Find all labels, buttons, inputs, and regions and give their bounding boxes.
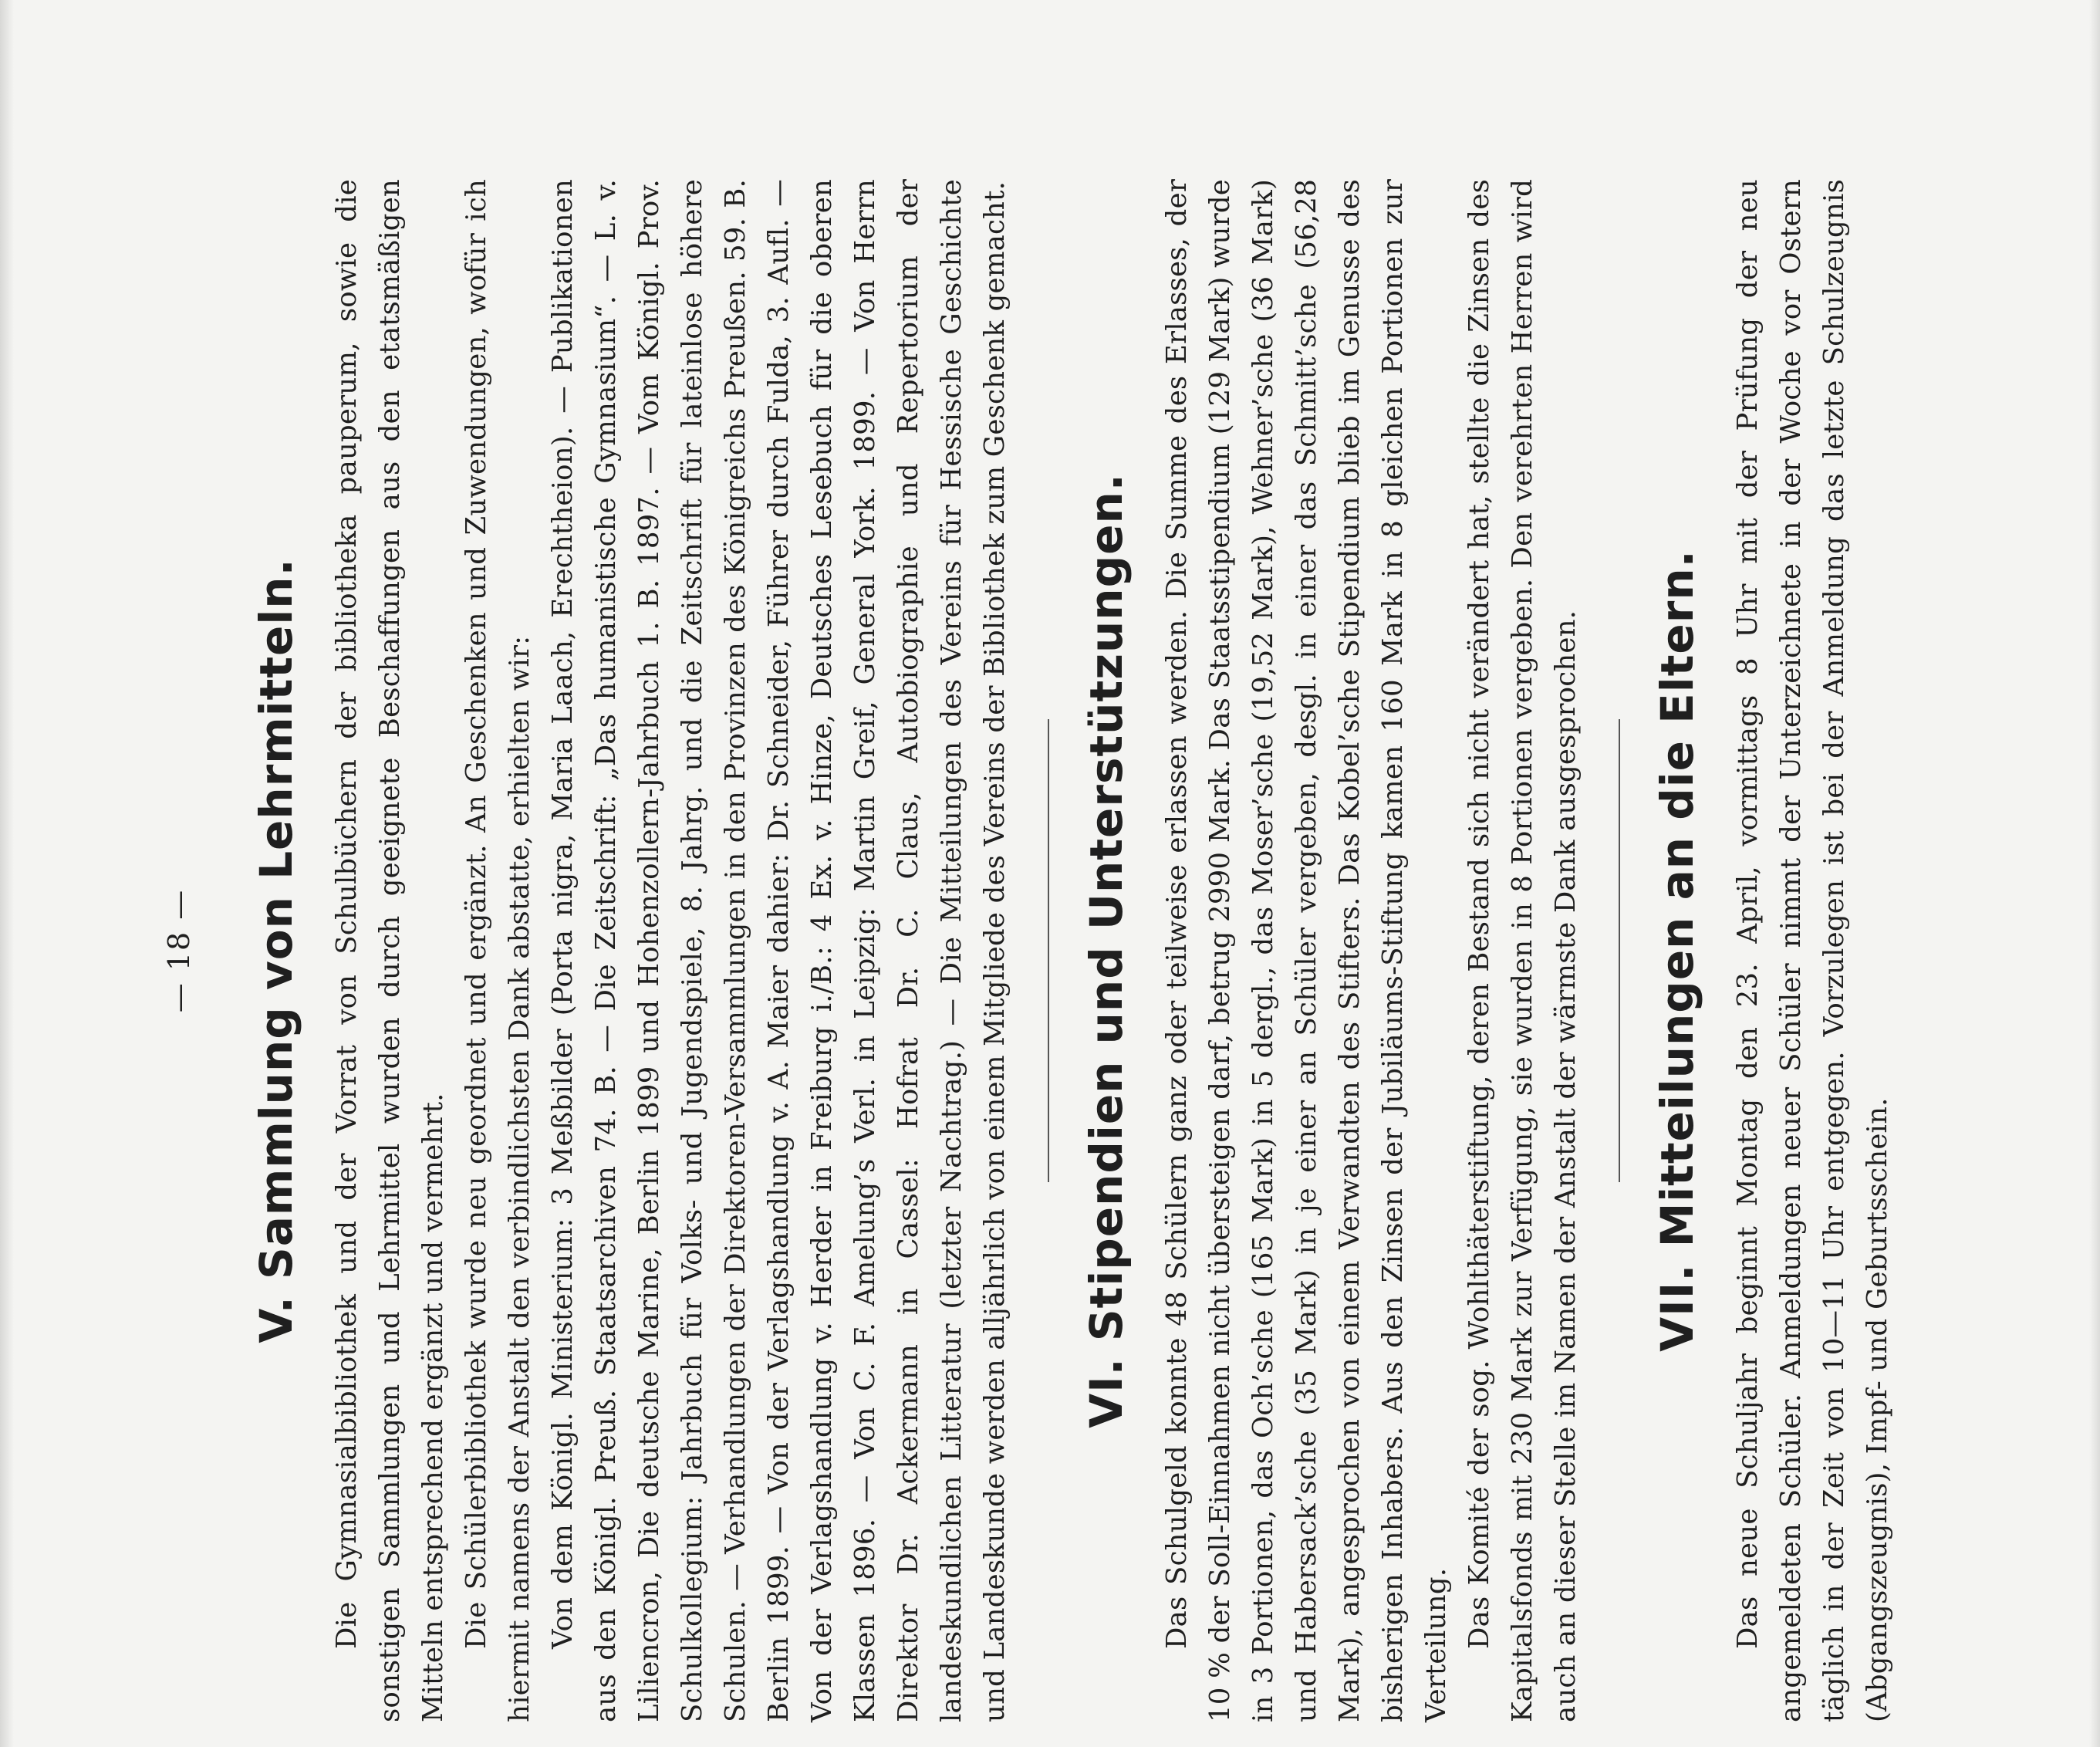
section-stipendien	[1080, 179, 1588, 1722]
paragraph: Die Gymnasialbibliothek und der Vorrat von Schulbüchern der bibliotheka pauperum, sowie die sonstigen Sammlungen und Lehrmittel wurden durch geeignete Beschaffungen aus den etatsmäßigen Mitteln entsprechend ergänzt und vermehrt.	[331, 179, 449, 1722]
paragraph: Das neue Schuljahr beginnt Montag den 23. April, vormittags 8 Uhr mit der Prüfung der neu angemeldeten Schüler. Anmeldungen neuer Schüler nimmt der Unterzeichnete in der Woche vor Ostern täglich in der Zeit von 10—11 Uhr entgegen. Vorzulegen ist bei der Anmeldung das letzte Schulzeugnis (Abgangszeugnis), Impf- und Geburtsschein.	[1732, 179, 1893, 1722]
section-heading: VII. Mitteilungen an die Eltern.	[1651, 549, 1703, 1352]
paragraph: Die Schülerbibliothek wurde neu geordnet und ergänzt. An Geschenken und Zuwendungen, wofür ich hiermit namens der Anstalt den verbindlichsten Dank abstatte, erhielten wir:	[461, 179, 535, 1722]
section-heading: VI. Stipendien und Unterstützungen.	[1080, 473, 1133, 1428]
rotated-page-content	[162, 179, 1967, 1722]
section-lehrmittel	[250, 179, 1017, 1722]
paragraph: Das Komité der sog. Wohlthäterstiftung, deren Bestand sich nicht verändert hat, stellte die Zinsen des Kapitalsfonds mit 230 Mark zur Verfügung, sie wurden in 8 Portionen vergeben. Den verehrten Herren wird auch an dieser Stelle im Namen der Anstalt der wärmste Dank ausgesprochen.	[1464, 179, 1582, 1722]
page-number: — 18 —	[162, 888, 196, 1013]
section-mitteilungen	[1651, 179, 1899, 1722]
paragraph: Von dem Königl. Ministerium: 3 Meßbilder (Porta nigra, Maria Laach, Erechtheion). — Publikationen aus den Königl. Preuß. Staatsarchiven 74. B. — Die Zeitschrift: „Das humanistische Gymnasium“. — L. v. Liliencron, Die deutsche Marine, Berlin 1899 und Hohenzollern-Jahrbuch 1. B. 1897. — Vom Königl. Prov. Schulkollegium: Jahrbuch für Volks- und Jugendspiele, 8. Jahrg. und die Zeitschrift für lateinlose höhere Schulen. — Verhandlungen der Direktoren-Versammlungen in den Provinzen des Königreichs Preußen. 59. B. Berlin 1899. — Von der Verlagshandlung v. A. Maier dahier: Dr. Schneider, Führer durch Fulda, 3. Aufl. — Von der Verlagshandlung v. Herder in Freiburg i./B.: 4 Ex. v. Hinze, Deutsches Lesebuch für die oberen Klassen 1896. — Von C. F. Amelung’s Verl. in Leipzig: Martin Greif, General York. 1899. — Von Herrn Direktor Dr. Ackermann in Cassel: Hofrat Dr. C. Claus, Autobiographie und Repertorium der landeskundlichen Litteratur (letzter Nachtrag.) — Die Mitteilungen des Vereins für Hessische Geschichte und Landeskunde werden alljährlich von einem Mitgliede des Vereins der Bibliothek zum Geschenk gemacht.	[547, 179, 1011, 1722]
section-heading: V. Sammlung von Lehrmitteln.	[250, 558, 302, 1343]
paragraph: Das Schulgeld konnte 48 Schülern ganz oder teilweise erlassen werden. Die Summe des Erlasses, der 10 % der Soll-Einnahmen nicht übersteigen darf, betrug 2990 Mark. Das Staatsstipendium (129 Mark) wurde in 3 Portionen, das Och’sche (165 Mark) in 5 dergl., das Moser’sche (19,52 Mark), Wehner’sche (36 Mark) und Habersack’sche (35 Mark) in je einer an Schüler vergeben, desgl. in einer das Schmitt’sche (56,28 Mark), angesprochen von einem Verwandten des Stifters. Das Kobel’sche Stipendium blieb im Genusse des bisherigen Inhabers. Aus den Zinsen der Jubiläums-Stiftung kamen 160 Mark in 8 gleichen Portionen zur Verteilung.	[1161, 179, 1452, 1722]
page-edge-right	[2089, 0, 2100, 1747]
page-edge-left	[0, 0, 14, 1747]
section-divider	[1048, 719, 1049, 1182]
section-divider	[1619, 719, 1620, 1182]
